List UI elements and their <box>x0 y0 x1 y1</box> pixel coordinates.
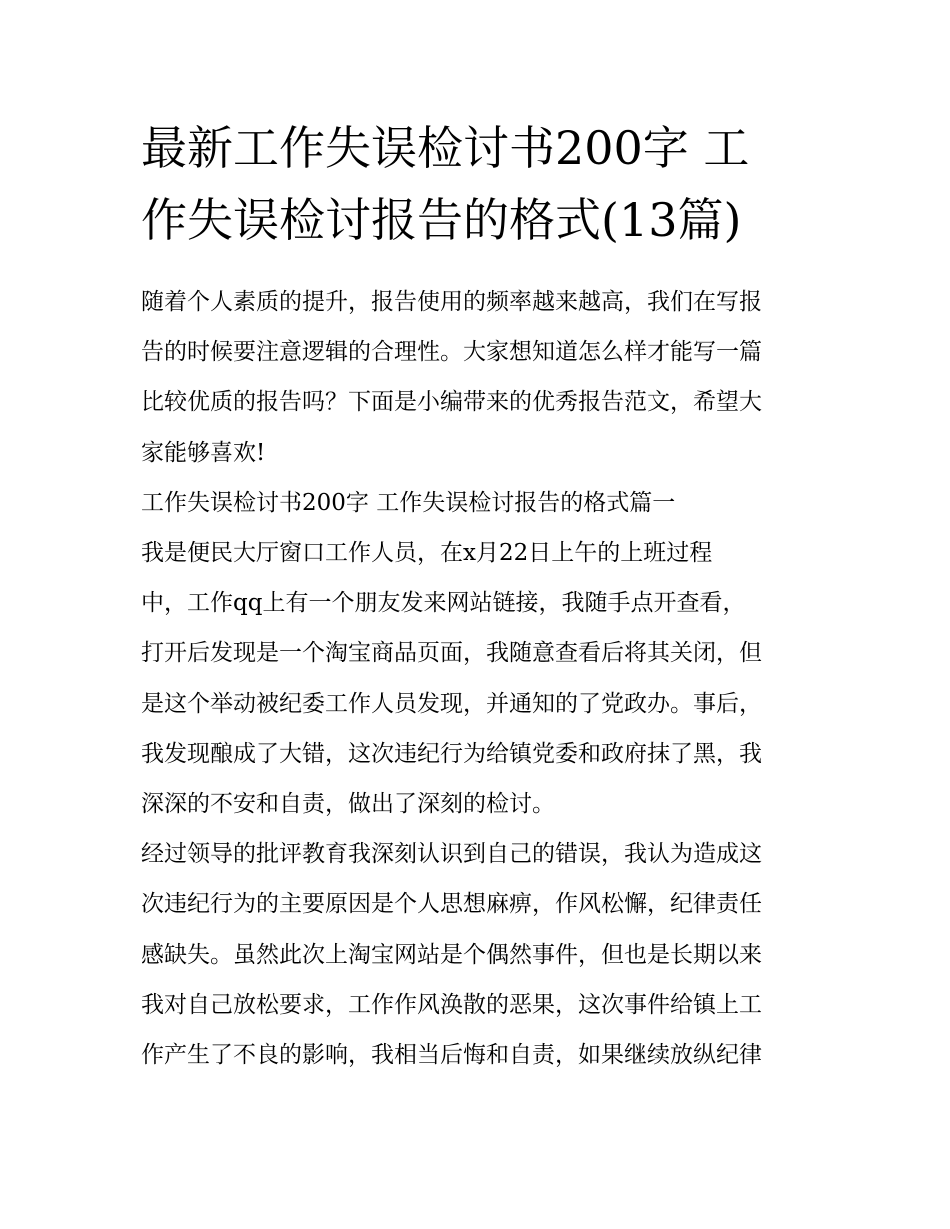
text-line: 我是便民大厅窗口工作人员，在x月22日上午的上班过程 <box>141 540 713 567</box>
text-line: 次违纪行为的主要原因是个人思想麻痹，作风松懈，纪律责任 <box>141 891 762 918</box>
title-line-1: 最新工作失误检讨书200字 工 <box>141 121 750 175</box>
text-line: 作产生了不良的影响，我相当后悔和自责，如果继续放纵纪律 <box>141 1042 762 1069</box>
text-line: 是这个举动被纪委工作人员发现，并通知的了党政办。事后， <box>141 690 762 717</box>
page-title <box>141 112 813 256</box>
intro-paragraph <box>141 277 813 478</box>
body-paragraph-1 <box>141 528 813 829</box>
text-line: 感缺失。虽然此次上淘宝网站是个偶然事件，但也是长期以来 <box>141 941 762 968</box>
text-line: 告的时候要注意逻辑的合理性。大家想知道怎么样才能写一篇 <box>141 339 762 366</box>
text-line: 我发现酿成了大错，这次违纪行为给镇党委和政府抹了黑，我 <box>141 740 762 767</box>
body-paragraph-2 <box>141 829 813 1080</box>
text-line: 随着个人素质的提升，报告使用的频率越来越高，我们在写报 <box>141 289 762 315</box>
section-heading-text: 工作失误检讨书200字 工作失误检讨报告的格式篇一 <box>141 489 676 516</box>
text-line: 比较优质的报告吗？下面是小编带来的优秀报告范文，希望大 <box>141 389 762 416</box>
title-line-2: 作失误检讨报告的格式(13篇) <box>141 193 742 247</box>
document-body <box>141 277 813 1080</box>
section-heading <box>141 478 813 528</box>
text-line: 打开后发现是一个淘宝商品页面，我随意查看后将其关闭，但 <box>141 640 762 667</box>
text-line: 我对自己放松要求，工作作风涣散的恶果，这次事件给镇上工 <box>141 991 762 1018</box>
text-line: 深深的不安和自责，做出了深刻的检讨。 <box>141 791 555 818</box>
text-line: 经过领导的批评教育我深刻认识到自己的错误，我认为造成这 <box>141 841 762 868</box>
text-line: 家能够喜欢! <box>141 439 266 466</box>
text-line: 中，工作qq上有一个朋友发来网站链接，我随手点开查看， <box>141 590 746 617</box>
